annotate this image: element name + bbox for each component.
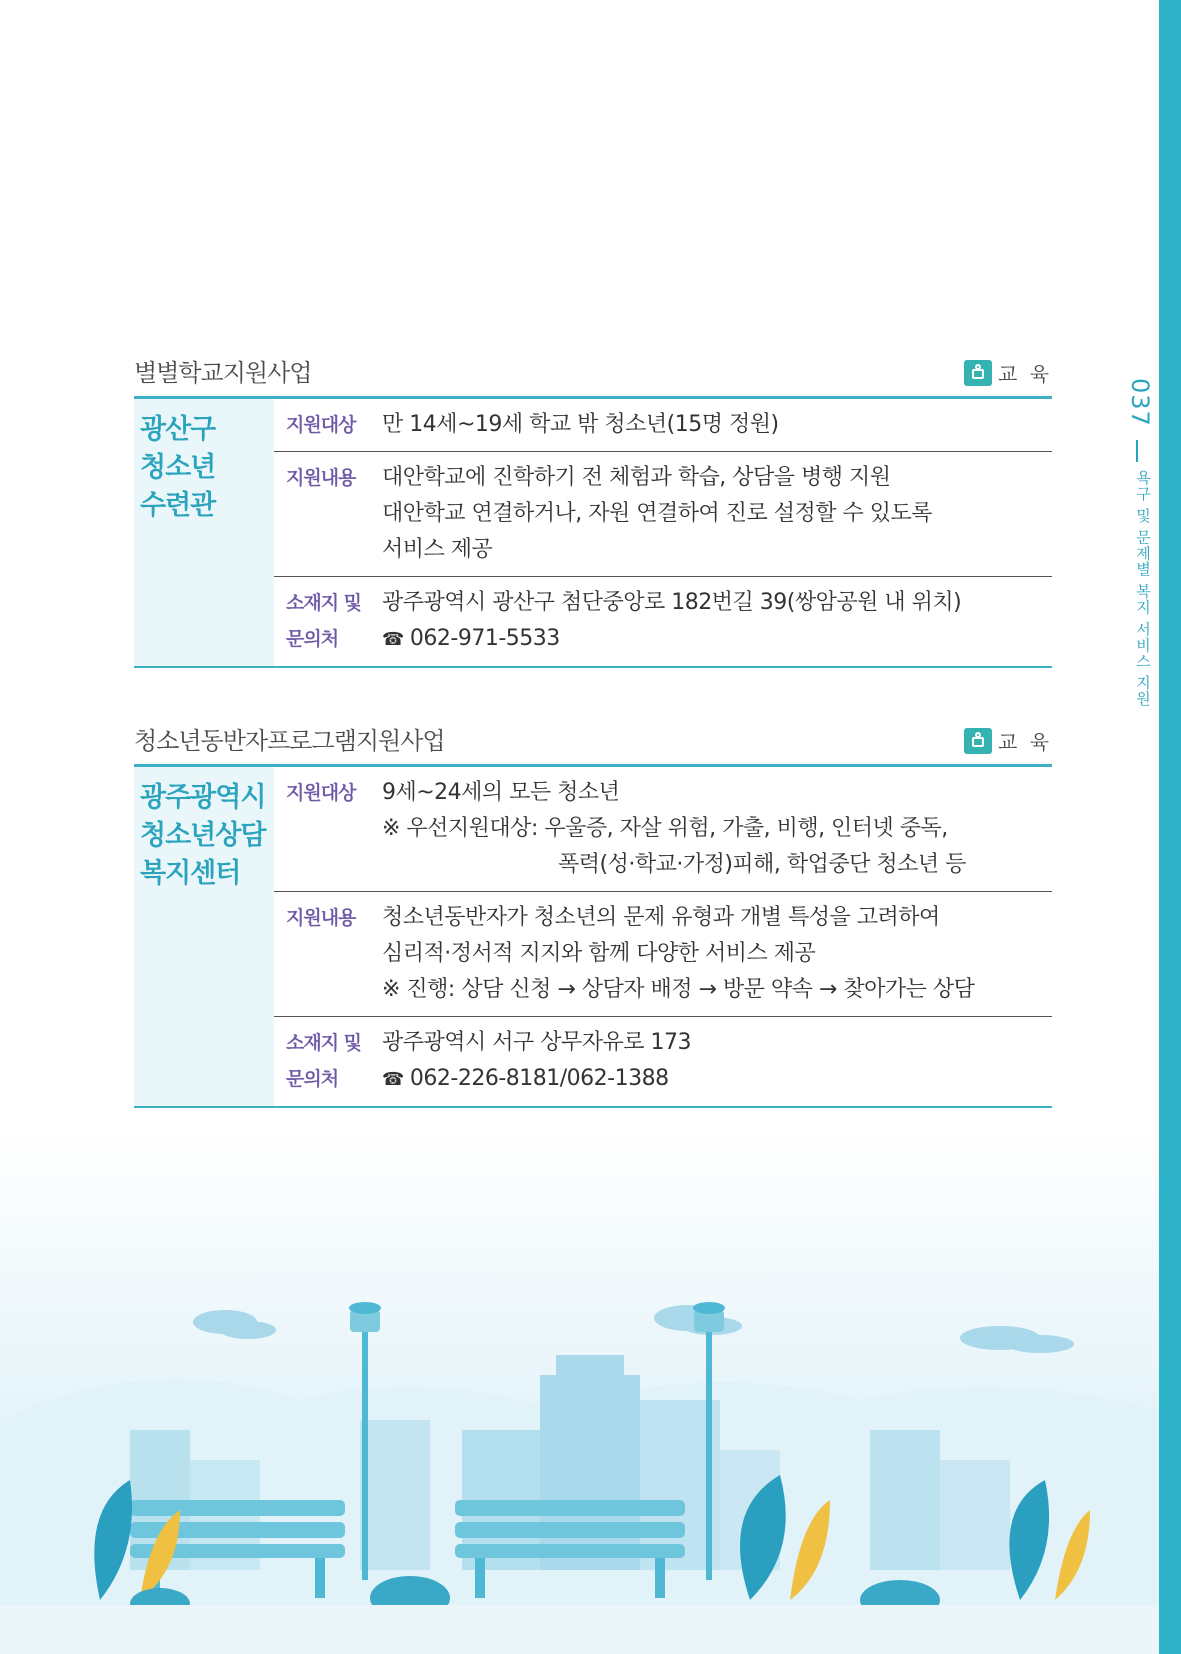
label-line: 문의처 xyxy=(286,1068,339,1090)
row-value xyxy=(382,585,1052,658)
program-section-1 xyxy=(134,356,1052,668)
row-label: 지원내용 xyxy=(286,907,356,929)
park-illustration xyxy=(0,1130,1159,1654)
info-row-target xyxy=(274,399,1052,451)
row-label: 지원내용 xyxy=(286,467,356,489)
info-rows xyxy=(274,399,1052,666)
address-line: 광주광역시 광산구 첨단중앙로 182번길 39(쌍암공원 내 위치) xyxy=(382,590,962,615)
category-label: 교 육 xyxy=(998,362,1052,386)
label-line: 문의처 xyxy=(286,628,339,650)
program-section-2 xyxy=(134,724,1052,1108)
row-label xyxy=(274,585,382,658)
category-badge xyxy=(964,726,1052,755)
value-line: 9세~24세의 모든 청소년 xyxy=(382,780,620,805)
phone-number: 062-971-5533 xyxy=(409,626,560,651)
education-icon xyxy=(964,360,992,386)
org-line: 광주광역시 xyxy=(140,782,266,813)
value-line: 대안학교 연결하거나, 자원 연결하여 진로 설정할 수 있도록 xyxy=(382,501,932,526)
phone-line xyxy=(382,621,1052,658)
row-label: 지원대상 xyxy=(286,782,356,804)
row-value xyxy=(382,460,1052,568)
value-line: 대안학교에 진학하기 전 체험과 학습, 상담을 병행 지원 xyxy=(382,465,891,490)
org-line: 수련관 xyxy=(140,490,216,521)
category-badge xyxy=(964,358,1052,387)
info-row-content xyxy=(274,451,1052,576)
value-line: 청소년동반자가 청소년의 문제 유형과 개별 특성을 고려하여 xyxy=(382,905,940,930)
org-line: 광산구 xyxy=(140,414,216,445)
label-line: 소재지 및 xyxy=(286,592,362,614)
education-icon xyxy=(964,728,992,754)
side-divider xyxy=(1136,440,1138,462)
info-row-content xyxy=(274,891,1052,1016)
section-header xyxy=(134,724,1052,767)
phone-number: 062-226-8181/062-1388 xyxy=(409,1066,669,1091)
section-title: 청소년동반자프로그램지원사업 xyxy=(134,727,445,755)
row-label: 지원대상 xyxy=(286,414,356,436)
side-accent-bar xyxy=(1159,0,1181,1654)
info-row-contact xyxy=(274,1016,1052,1106)
value-line: ※ 진행: 상담 신청 → 상담자 배정 → 방문 약속 → 찾아가는 상담 xyxy=(382,977,975,1002)
info-row-contact xyxy=(274,576,1052,666)
value-line: 서비스 제공 xyxy=(382,537,493,562)
org-line: 청소년 xyxy=(140,452,216,483)
section-body xyxy=(134,399,1052,668)
org-line: 복지센터 xyxy=(140,858,241,889)
ground xyxy=(0,1605,1159,1654)
value-line: ※ 우선지원대상: 우울증, 자살 위험, 가출, 비행, 인터넷 중독, xyxy=(382,816,948,841)
phone-icon: ☎ xyxy=(382,629,404,650)
value-line: 만 14세~19세 학교 밖 청소년(15명 정원) xyxy=(382,412,779,437)
organization-name xyxy=(134,767,274,1106)
value-line: 폭력(성·학교·가정)피해, 학업중단 청소년 등 xyxy=(558,852,966,877)
organization-name xyxy=(134,399,274,666)
row-value xyxy=(382,407,1052,443)
section-body xyxy=(134,767,1052,1108)
section-title: 별별학교지원사업 xyxy=(134,359,312,387)
chapter-title: 욕구 및 문제별 복지 서비스 지원 xyxy=(1134,470,1152,707)
row-value xyxy=(382,1025,1052,1098)
section-header xyxy=(134,356,1052,399)
phone-line xyxy=(382,1061,1052,1098)
info-rows xyxy=(274,767,1052,1106)
category-label: 교 육 xyxy=(998,730,1052,754)
row-label xyxy=(274,1025,382,1098)
page-number: 037 xyxy=(1126,378,1154,427)
row-value xyxy=(382,775,1052,883)
org-line: 청소년상담 xyxy=(140,820,266,851)
address-line: 광주광역시 서구 상무자유로 173 xyxy=(382,1030,691,1055)
info-row-target xyxy=(274,767,1052,891)
phone-icon: ☎ xyxy=(382,1069,404,1090)
row-value xyxy=(382,900,1052,1008)
value-line: 심리적·정서적 지지와 함께 다양한 서비스 제공 xyxy=(382,941,816,966)
label-line: 소재지 및 xyxy=(286,1032,362,1054)
